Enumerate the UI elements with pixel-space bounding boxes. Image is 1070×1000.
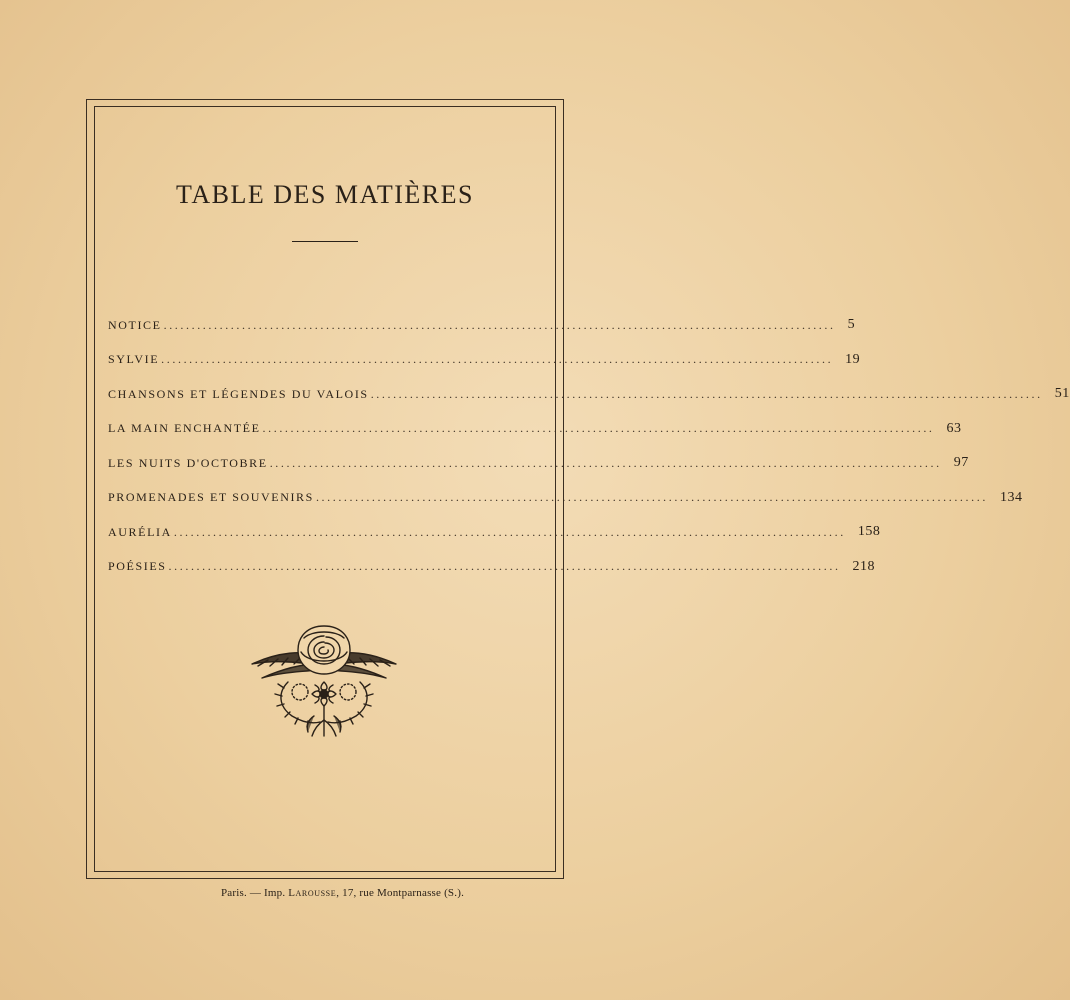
dot-leader: ........................................................................................................................ [173,524,846,539]
dot-leader: ........................................................................................................................ [269,455,942,470]
dot-leader: ........................................................................................................................ [315,490,988,505]
toc-entry-main-enchantee[interactable] [108,412,962,447]
toc-entry-label: NOTICE [108,317,162,332]
toc-entry-page: 134 [999,489,1023,505]
imprint-suffix: , 17, rue Montparnasse (S.). [336,887,465,899]
title-rule [292,241,358,242]
toc-entry-aurelia[interactable] [108,515,881,550]
toc-entry-page: 19 [845,351,861,367]
table-of-contents [108,308,1070,584]
toc-entry-notice[interactable] [108,308,856,343]
printer-imprint [0,887,685,899]
dot-leader: ........................................................................................................................ [168,559,841,574]
toc-entry-poesies[interactable] [108,550,876,585]
toc-entry-page: 63 [946,420,962,436]
toc-entry-label: LES NUITS D'OCTOBRE [108,455,268,470]
toc-entry-page: 218 [852,558,876,574]
toc-entry-chansons[interactable] [108,377,1070,412]
dot-leader: ........................................................................................................................ [161,352,834,367]
toc-entry-label: PROMENADES ET SOUVENIRS [108,490,314,505]
dot-leader: ........................................................................................................................ [163,317,836,332]
rose-ornament-icon [248,620,400,740]
toc-entry-page: 158 [857,524,881,540]
imprint-publisher: Larousse [288,887,337,899]
toc-entry-label: SYLVIE [108,352,160,367]
page-title: TABLE DES MATIÈRES [176,180,474,209]
toc-entry-page: 5 [847,317,856,333]
toc-entry-label: CHANSONS ET LÉGENDES DU VALOIS [108,386,369,401]
imprint-prefix: Paris. — Imp. [220,887,289,899]
toc-entry-label: AURÉLIA [108,524,172,539]
toc-entry-page: 51 [1054,386,1070,402]
toc-entry-sylvie[interactable] [108,343,861,378]
toc-entry-label: LA MAIN ENCHANTÉE [108,421,261,436]
toc-entry-label: POÉSIES [108,559,167,574]
toc-entry-promenades[interactable] [108,481,1023,516]
dot-leader: ........................................................................................................................ [370,386,1043,401]
toc-entry-nuits-octobre[interactable] [108,446,969,481]
dot-leader: ........................................................................................................................ [262,421,935,436]
toc-entry-page: 97 [953,455,969,471]
